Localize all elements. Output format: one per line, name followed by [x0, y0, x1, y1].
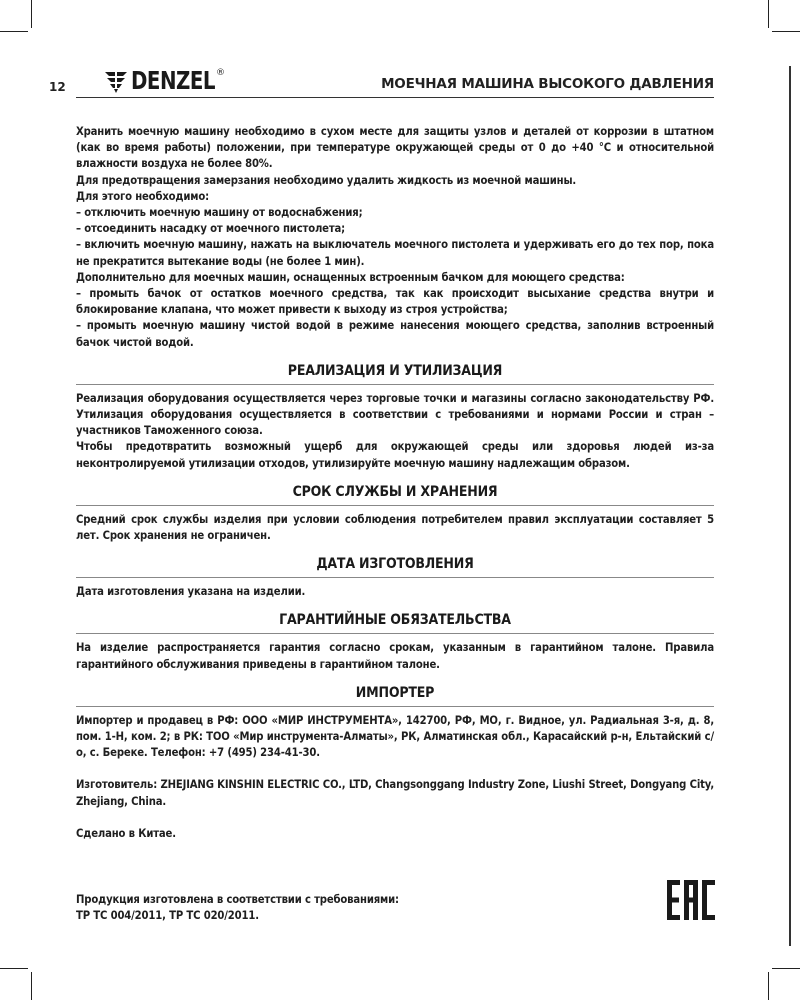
compliance-standards: ТР ТС 004/2011, ТР ТС 020/2011.: [76, 909, 259, 923]
section-divider: [76, 633, 714, 634]
crop-mark: [31, 0, 32, 28]
section-divider: [76, 384, 714, 385]
manufacture-date-paragraph: Дата изготовления указана на изделии.: [76, 585, 306, 599]
storage-instructions: [76, 124, 714, 351]
section-divider: [76, 577, 714, 578]
storage-paragraph: Хранить моечную машину необходимо в сухом месте для защиты узлов и деталей от коррозии в штатном (как во время работы) положении, при температуре окружающей среды от 0 до +40 °С и относительной влажности воздуха не более 80%.: [76, 125, 714, 171]
compliance-note: [76, 892, 536, 924]
section-divider: [76, 706, 714, 707]
compliance-line: Продукция изготовлена в соответствии с требованиями:: [76, 893, 399, 906]
crop-mark: [768, 0, 769, 28]
storage-list-item: – промыть бачок от остатков моечного средства, так как происходит высыхание средства внутри и блокирование клапана, что может привести к выходу из строя устройства;: [76, 287, 714, 317]
denzel-logo-icon: [104, 68, 128, 94]
manufacturer-paragraph: Изготовитель: ZHEJIANG KINSHIN ELECTRIC CO., LTD, Changsonggang Industry Zone, Liushi Street, Dongyang City, Zhejiang, China.: [76, 778, 714, 808]
disposal-paragraph: Чтобы предотвратить возможный ущерб для окружающей среды или здоровья людей из-за неконтролируемой утилизации отходов, утилизируйте моечную машину надлежащим образом.: [76, 440, 714, 470]
section-divider: [76, 505, 714, 506]
storage-paragraph: Для предотвращения замерзания необходимо удалить жидкость из моечной машины.: [76, 173, 577, 187]
page-content: [76, 124, 714, 842]
section-title-warranty: ГАРАНТИЙНЫЕ ОБЯЗАТЕЛЬСТВА: [279, 612, 511, 629]
bleed-line: [789, 66, 791, 946]
section-title-importer: ИМПОРТЕР: [355, 684, 435, 701]
crop-mark: [772, 968, 800, 969]
brand-logo: [104, 66, 225, 96]
storage-paragraph: Дополнительно для моечных машин, оснащенных встроенным бачком для моющего средства:: [76, 270, 625, 284]
section-title-disposal: РЕАЛИЗАЦИЯ И УТИЛИЗАЦИЯ: [287, 362, 503, 379]
storage-list-item: – отсоединить насадку от моечного пистолета;: [76, 222, 346, 236]
section-title-manufacture-date: ДАТА ИЗГОТОВЛЕНИЯ: [316, 556, 474, 573]
eac-mark-icon: [667, 880, 715, 920]
header-divider: [76, 97, 714, 98]
made-in-paragraph: Сделано в Китае.: [76, 826, 176, 840]
page-number: 12: [49, 80, 66, 94]
service-life-paragraph: Средний срок службы изделия при условии соблюдения потребителем правил эксплуатации составляет 5 лет. Срок хранения не ограничен.: [76, 512, 714, 543]
disposal-paragraph: Реализация оборудования осуществляется через торговые точки и магазины согласно законодательству РФ. Утилизация оборудования осуществляется в соответствии с требованиями и нормами России и стран – участников Таможенного союза.: [76, 391, 714, 438]
brand-registered-mark: ®: [216, 68, 226, 78]
warranty-paragraph: На изделие распространяется гарантия согласно срокам, указанным в гарантийном талоне. Правила гарантийного обслуживания приведены в гарантийном талоне.: [76, 641, 714, 671]
brand-name: DENZEL: [131, 67, 216, 95]
storage-list-item: – промыть моечную машину чистой водой в режиме нанесения моющего средства, заполнив встроенный бачок чистой водой.: [76, 319, 714, 349]
crop-mark: [0, 31, 28, 32]
crop-mark: [772, 31, 800, 32]
storage-list-item: – отключить моечную машину от водоснабжения;: [76, 206, 363, 220]
crop-mark: [768, 972, 769, 1000]
running-title: МОЕЧНАЯ МАШИНА ВЫСОКОГО ДАВЛЕНИЯ: [381, 76, 714, 92]
storage-list-item: – включить моечную машину, нажать на выключатель моечного пистолета и удерживать его до тех пор, пока не прекратится вытекание воды (не более 1 мин).: [76, 238, 714, 268]
storage-paragraph: Для этого необходимо:: [76, 189, 210, 203]
importer-paragraph: Импортер и продавец в РФ: ООО «МИР ИНСТРУМЕНТА», 142700, РФ, МО, г. Видное, ул. Радиальная 3-я, д. 8, пом. 1-Н, ком. 2; в РК: ТОО «Мир инструмента-Алматы», РК, Алматинская обл., Карасайский р-н, Ельтайский с/о, с. Береке. Телефон: +7 (495) 234-41-30.: [76, 713, 714, 760]
crop-mark: [0, 968, 28, 969]
section-title-service-life: СРОК СЛУЖБЫ И ХРАНЕНИЯ: [292, 483, 498, 500]
crop-mark: [31, 972, 32, 1000]
